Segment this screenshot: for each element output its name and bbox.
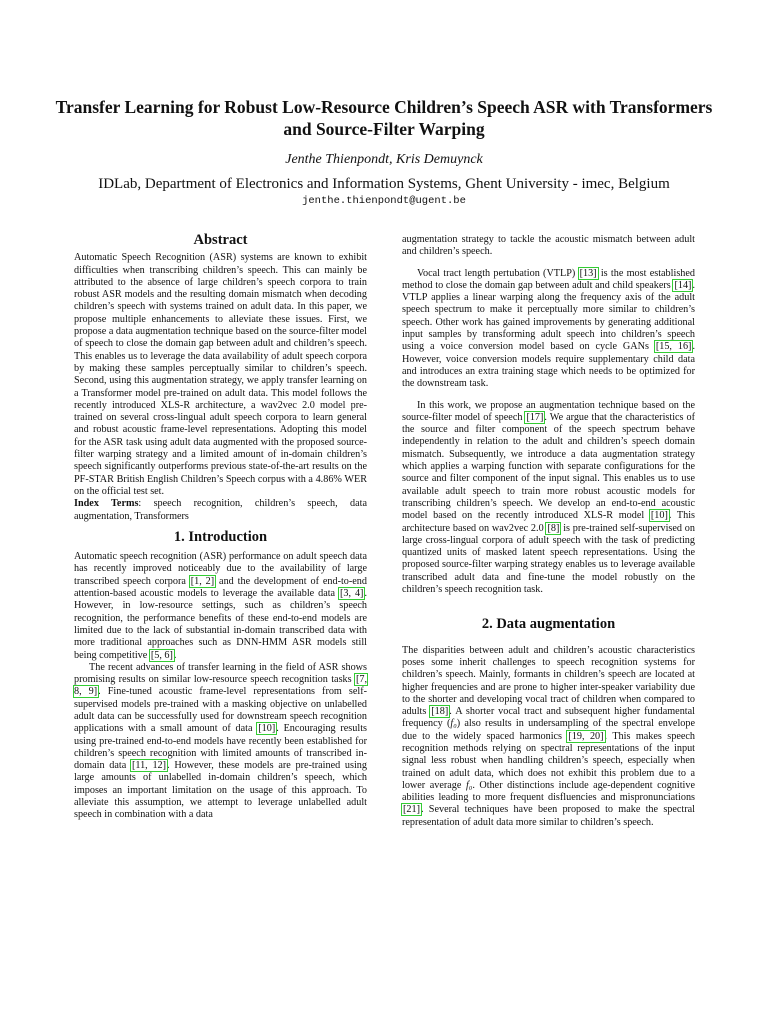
text-span: Automatic speech recognition (ASR) performance on adult speech data has recently improved noticeably due to the availability of large transcribed speech corpora [74, 551, 367, 587]
section-2-heading: 2. Data augmentation [481, 616, 616, 633]
text-span: The recent advances of transfer learning in the field of ASR shows promising results on similar low-resource speech recognition tasks [74, 661, 367, 686]
abstract-heading: Abstract [193, 232, 248, 248]
augmentation-paragraph-1 [402, 645, 695, 829]
index-terms-text: : speech recognition, children’s speech, data augmentation, Transformers [74, 498, 367, 522]
text-span: . However, voice conversion models require supplementary child data and introduces an extra training stage which needs to be optimized for the downstream task. [402, 341, 695, 390]
text-span: In this work, we propose an augmentation technique based on the source-filter model of speech [402, 399, 695, 423]
index-terms-label: Index Terms [74, 498, 139, 510]
text-span: . This makes speech recognition methods relying on spectral representations of the input signal less robust when handling children’s speech, especially when trained on adult data, which does not exhibit this problem due to a lower average [402, 730, 695, 791]
text-span: ) also results in undersampling of the spectral envelope due to the widely spaced harmonics [402, 718, 695, 742]
text-span: . However, in low-resource settings, such as children’s speech recognition, the performance benefits of these end-to-end models are limited due to the lack of substantial in-domain transcribed data with more traditional approaches such as DNN-HMM ASR models still being competitive [74, 588, 367, 661]
citation-link[interactable]: [1, 2] [190, 575, 215, 587]
text-span: . Other distinctions include age-dependent cognitive abilities leading to more frequent disfluencies and mispronunciations [402, 779, 695, 804]
paper-header [40, 96, 728, 207]
author-email: jenthe.thienpondt@ugent.be [302, 195, 466, 207]
text-span: . Fine-tuned acoustic frame-level representations from self-supervised models pre-trained with a masking objective on unlabelled adult data can be successfully used for downstream speech recognition applications with a small amount of data [74, 686, 367, 735]
right-column [402, 234, 695, 829]
citation-link[interactable]: [10] [650, 510, 668, 522]
citation-link[interactable]: [14] [674, 279, 692, 291]
citation-link[interactable]: [15, 16] [655, 341, 692, 353]
intro-paragraph-4 [402, 400, 695, 597]
section-1-heading: 1. Introduction [173, 528, 268, 545]
citation-link[interactable]: [10] [258, 723, 276, 735]
math-f0: f₀ [465, 779, 473, 791]
citation-link[interactable]: [19, 20] [568, 730, 604, 742]
text-span: . Encouraging results using pre-trained end-to-end models have recently been established for children’s speech recognition with limited amounts of transcribed in-domain data [74, 723, 367, 772]
citation-link[interactable]: [5, 6] [150, 649, 173, 661]
citation-link[interactable]: [7, 8, 9] [74, 674, 367, 698]
text-span: and the development of end-to-end attention-based acoustic models to leverage the available data [74, 575, 367, 600]
text-span: Vocal tract length pertubation (VTLP) [417, 267, 579, 279]
text-span: . This architecture based on wav2vec 2.0 [402, 510, 695, 534]
index-terms [74, 498, 367, 523]
intro-paragraph-2 [74, 662, 367, 822]
text-span: . Several techniques have been proposed to make the spectral representation of adult data more similar to children’s speech. [402, 804, 695, 828]
text-span: . We argue that the characteristics of the source and filter component of the speech spectrum behave independently in relation to the adult and children’s speech domain mismatch. Subsequently, we introduce a data augmentation strategy which applies a warping function with separate configurations for the source and filter component of the input signal. This enables us to use available adult speech to train more robust acoustic models for transcribing children’s speech. We develop an end-to-end acoustic model based on the recently introduced XLS-R model [402, 411, 695, 522]
text-span: is pre-trained self-supervised on large cross-lingual corpora of adult speech with the task of predicting quantized units of masked latent speech representations. Using the proposed source-filter warping strategy enables us to leverage available transcribed adult data and fine-tune the model robustly on the children’s speech recognition task. [402, 522, 695, 596]
citation-link[interactable]: [3, 4] [340, 588, 364, 600]
text-span: The disparities between adult and children’s acoustic characteristics poses some inherit challenges to speech recognition systems for children’s speech. Mainly, formants in children’s speech are located at higher frequencies and are prone to higher inter-speaker variability due to the shorter and developing vocal tract of children when compared to adults [402, 644, 695, 718]
intro-paragraph-3 [402, 268, 695, 391]
text-span: . However, these models are pre-trained using large amounts of unlabelled in-domain children’s speech, which imposes an important limitation on the usage of this approach. To alleviate this assumption, we attempt to leverage unlabelled adult speech in combination with a data [74, 760, 367, 821]
citation-link[interactable]: [18] [431, 706, 449, 718]
citation-link[interactable]: [13] [579, 267, 597, 279]
citation-link[interactable]: [8] [547, 522, 560, 534]
paper-title: Transfer Learning for Robust Low-Resource Children’s Speech ASR with Transformers and Source-Filter Warping [55, 97, 713, 139]
math-f0: f₀ [450, 718, 457, 730]
intro-paragraph-1 [74, 551, 367, 662]
left-column [74, 234, 367, 822]
text-span: . A shorter vocal tract and subsequent higher fundamental frequency ( [402, 706, 695, 730]
affiliation: IDLab, Department of Electronics and Information Systems, Ghent University - imec, Belgium [98, 176, 670, 192]
text-span: . [173, 649, 177, 661]
text-span: is the most established method to close the domain gap between adult and child speakers [402, 267, 695, 291]
citation-link[interactable]: [17] [526, 411, 544, 423]
abstract-text: Automatic Speech Recognition (ASR) systems are known to exhibit difficulties when transcribing children’s speech. This can mainly be attributed to the absence of large children’s speech corpora to train robust ASR models and the resulting domain mismatch when decoding children’s speech with systems trained on adult data. In this paper, we propose multiple enhancements to alleviate these issues. First, we propose a data augmentation technique based on the source-filter model of speech to close the domain gap between adult and children’s speech. This enables us to leverage the data availability of adult speech corpora by making these samples perceptually similar to children’s speech. Second, using this augmentation strategy, we apply transfer learning on a Transformer model pre-trained on adult data. This model follows the recently introduced XLS-R architecture, a wav2vec 2.0 model pre-trained on several cross-lingual adult speech corpora to learn general and robust acoustic frame-level representations. Adopting this model for the ASR task using adult data augmented with the proposed source-filter warping strategy and a limited amount of in-domain children’s speech significantly outperforms previous state-of-the-art results on the PF-STAR British English Children’s Speech corpus with a 4.86% WER on the official test set. [74, 252, 367, 497]
intro-paragraph-2-continued: augmentation strategy to tackle the acoustic mismatch between adult and children’s speech. [402, 234, 695, 258]
citation-link[interactable]: [11, 12] [131, 760, 167, 772]
text-span: . VTLP applies a linear warping along the frequency axis of the adult speech spectrum to make it perceptually more similar to children’s speech. Other work has gained improvements by generating additional input samples by transforming adult speech into children’s speech using a voice conversion model based on cycle GANs [402, 279, 695, 353]
author-names: Jenthe Thienpondt, Kris Demuynck [285, 152, 483, 167]
citation-link[interactable]: [21] [403, 804, 420, 816]
